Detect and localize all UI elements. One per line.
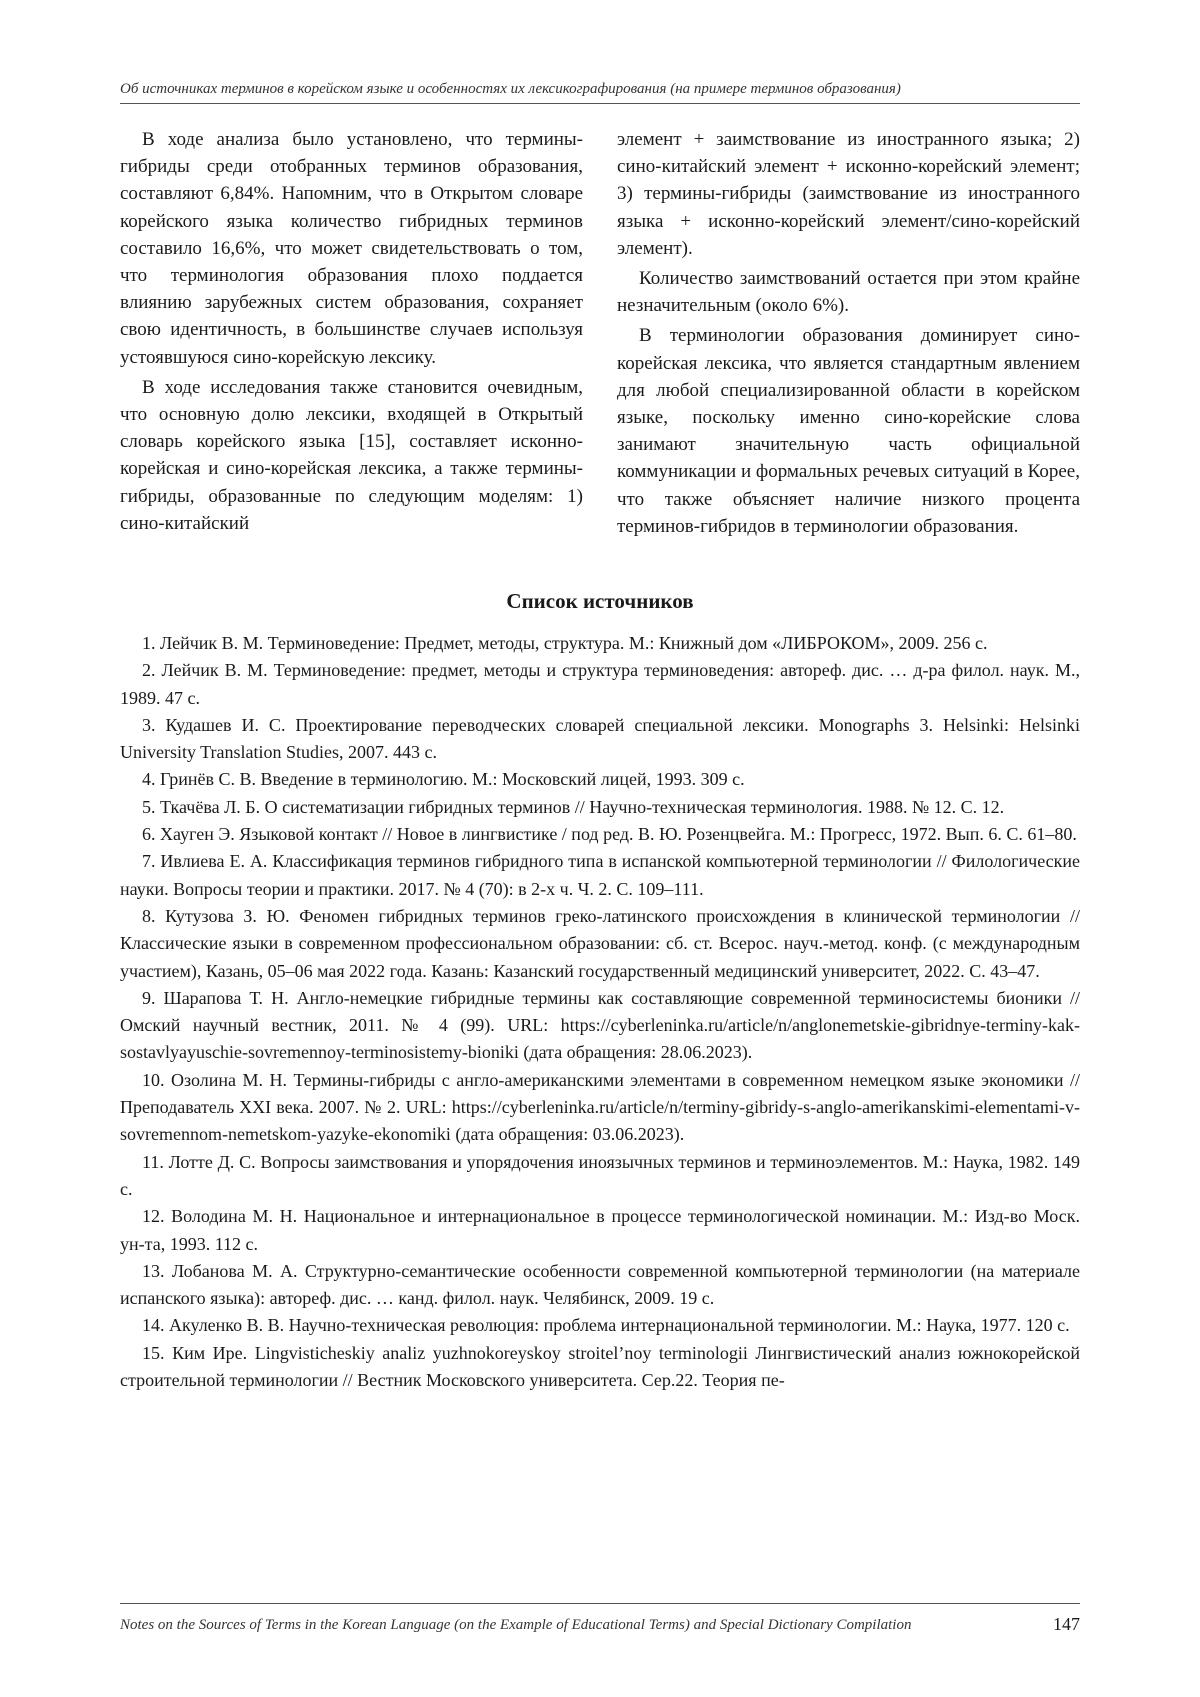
reference-item: 4. Гринёв С. В. Введение в терминологию. М.: Московский лицей, 1993. 309 с. <box>142 769 745 790</box>
references-list <box>120 630 1080 1394</box>
references-heading: Список источников <box>506 589 694 613</box>
reference-item: 9. Шарапова Т. Н. Англо-немецкие гибридные термины как составляющие современной терминосистемы бионики // Омский научный вестник, 2011. № 4 (99). URL: https://cyberleninka.ru/article/n/anglonemetskie-gibridnye-terminy-kak-sostavlyayuschie-sovremennoy-terminosistemy-bioniki (дата обращения: 28.06.2023). <box>120 987 1080 1063</box>
reference-item: 12. Володина М. Н. Национальное и интернациональное в процессе терминологической номинации. М.: Изд-во Моск. ун-та, 1993. 112 с. <box>120 1206 1080 1254</box>
right-column <box>617 126 1080 543</box>
reference-item: 11. Лотте Д. С. Вопросы заимствования и упорядочения иноязычных терминов и терминоэлементов. М.: Наука, 1982. 149 с. <box>120 1151 1080 1199</box>
page-footer <box>120 1613 1080 1637</box>
reference-item: 13. Лобанова М. А. Структурно-семантические особенности современной компьютерной терминологии (на материале испанского языка): автореф. дис. … канд. филол. наук. Челябинск, 2009. 19 с. <box>120 1260 1080 1309</box>
left-column <box>120 126 583 543</box>
reference-item: 14. Акуленко В. В. Научно-техническая революция: проблема интернациональной терминологии. М.: Наука, 1977. 120 с. <box>142 1315 1070 1336</box>
body-paragraph: Количество заимствований остается при этом крайне незначительным (около 6%). <box>617 268 1080 317</box>
footer-english-title: Notes on the Sources of Terms in the Korean Language (on the Example of Educational Terms) and Special Dictionary Compilation <box>120 1617 912 1633</box>
body-paragraph: В ходе анализа было установлено, что термины-гибриды среди отобранных терминов образования, составляют 6,84%. Напомним, что в Открытом словаре корейского языка количество гибридных терминов составило 16,6%, что может свидетельствовать о том, что терминология образования плохо поддается влиянию зарубежных систем образования, сохраняет свою идентичность, в большинстве случаев используя устоявшуюся сино-корейскую лексику. <box>120 129 583 368</box>
running-head: Об источниках терминов в корейском языке и особенностях их лексикографирования (на примере терминов образования) <box>120 81 901 97</box>
body-paragraph: В терминологии образования доминирует сино-корейская лексика, что является стандартным явлением для любой специализированной области в корейском языке, поскольку именно сино-корейские слова занимают значительную часть официальной коммуникации и формальных речевых ситуаций в Корее, что также объясняет наличие низкого процента терминов-гибридов в терминологии образования. <box>617 325 1080 537</box>
reference-item: 8. Кутузова З. Ю. Феномен гибридных терминов греко-латинского происхождения в клинической терминологии // Классические языки в современном профессиональном образовании: сб. ст. Всерос. науч.-метод. конф. (с международным участием), Казань, 05–06 мая 2022 года. Казань: Казанский государственный медицинский университет, 2022. С. 43–47. <box>120 905 1080 981</box>
body-paragraph-continuation: элемент + заимствование из иностранного языка; 2) сино-китайский элемент + исконно-корейский элемент; 3) термины-гибриды (заимствование из иностранного языка + исконно-корейский элемент/сино-корейский элемент). <box>617 129 1080 259</box>
header-rule <box>120 103 1080 104</box>
body-paragraph: В ходе исследования также становится очевидным, что основную долю лексики, входящей в Открытый словарь корейского языка [15], составляет исконно-корейская и сино-корейская лексика, а также термины-гибриды, образованные по следующим моделям: 1) сино-китайский <box>120 376 583 534</box>
reference-item: 5. Ткачёва Л. Б. О систематизации гибридных терминов // Научно-техническая терминология. 1988. № 12. С. 12. <box>142 796 1005 817</box>
footer-rule <box>120 1603 1080 1604</box>
reference-item: 2. Лейчик В. М. Терминоведение: предмет, методы и структура терминоведения: автореф. дис. … д-ра филол. наук. М., 1989. 47 с. <box>120 660 1080 708</box>
reference-item: 15. Ким Ире. Lingvisticheskiy analiz yuzhnokoreyskoy stroitel’noy terminologii Лингвистический анализ южнокорейской строительной терминологии // Вестник Московского университета. Сер.22. Теория пе- <box>120 1342 1080 1391</box>
reference-item: 10. Озолина М. Н. Термины-гибриды с англо-американскими элементами в современном немецком языке экономики // Преподаватель XXI века. 2007. № 2. URL: https://cyberleninka.ru/article/n/terminy-gibridy-s-anglo-amerikanskimi-elementami-v-sovremennom-nemetskom-yazyke-ekonomiki (дата обращения: 03.06.2023). <box>120 1069 1080 1145</box>
reference-item: 6. Хауген Э. Языковой контакт // Новое в лингвистике / под ред. В. Ю. Розенцвейга. М.: Прогресс, 1972. Вып. 6. С. 61–80. <box>142 824 1077 845</box>
reference-item: 3. Кудашев И. С. Проектирование переводческих словарей специальной лексики. Monographs 3. Helsinki: Helsinki University Translation Studies, 2007. 443 с. <box>120 714 1080 763</box>
reference-item: 7. Ивлиева Е. А. Классификация терминов гибридного типа в испанской компьютерной терминологии // Филологические науки. Вопросы теории и практики. 2017. № 4 (70): в 2-х ч. Ч. 2. С. 109–111. <box>120 851 1080 899</box>
page-number: 147 <box>1053 1614 1080 1634</box>
body-columns <box>120 126 1080 543</box>
reference-item: 1. Лейчик В. М. Терминоведение: Предмет, методы, структура. М.: Книжный дом «ЛИБРОКОМ», 2009. 256 с. <box>142 633 988 653</box>
